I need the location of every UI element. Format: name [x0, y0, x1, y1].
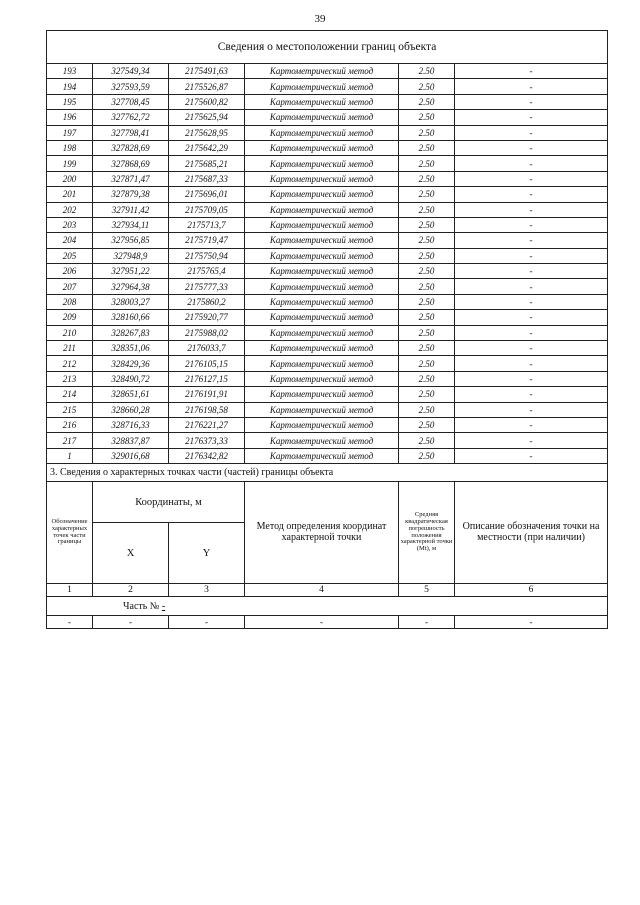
column-number: 3 [169, 584, 245, 597]
accuracy-cell: 2.50 [399, 110, 455, 125]
x-coordinate-cell: 327956,85 [93, 233, 169, 248]
method-cell: Картометрический метод [245, 187, 399, 202]
method-cell: Картометрический метод [245, 110, 399, 125]
y-coordinate-cell: 2176342,82 [169, 448, 245, 463]
x-coordinate-cell: 327934,11 [93, 217, 169, 232]
accuracy-cell: 2.50 [399, 79, 455, 94]
accuracy-cell: 2.50 [399, 171, 455, 186]
y-coordinate-cell: 2175765,4 [169, 264, 245, 279]
part-row [47, 597, 608, 616]
point-number-cell: 211 [47, 341, 93, 356]
description-cell: - [455, 294, 608, 309]
y-coordinate-cell: 2175526,87 [169, 79, 245, 94]
description-cell: - [455, 310, 608, 325]
part-label: Часть № [123, 600, 160, 612]
section3-header-row-1 [47, 482, 608, 523]
description-cell: - [455, 402, 608, 417]
x-coordinate-cell: 327911,42 [93, 202, 169, 217]
point-number-cell: 193 [47, 64, 93, 79]
method-cell: Картометрический метод [245, 79, 399, 94]
point-number-cell: 210 [47, 325, 93, 340]
table-row [47, 171, 608, 186]
header-description: Описание обозначения точки на местности (при наличии) [455, 482, 608, 584]
point-number-cell: 201 [47, 187, 93, 202]
x-coordinate-cell: 327948,9 [93, 248, 169, 263]
section3-title: 3. Сведения о характерных точках части (частей) границы объекта [47, 464, 608, 482]
method-cell: Картометрический метод [245, 371, 399, 386]
description-cell: - [455, 371, 608, 386]
x-coordinate-cell: 328267,83 [93, 325, 169, 340]
description-cell: - [455, 171, 608, 186]
point-number-cell: 195 [47, 94, 93, 109]
description-cell: - [455, 433, 608, 448]
y-coordinate-cell: 2175687,33 [169, 171, 245, 186]
x-coordinate-cell: 328160,66 [93, 310, 169, 325]
point-number-cell: 197 [47, 125, 93, 140]
description-cell: - [455, 264, 608, 279]
x-coordinate-cell: 328429,36 [93, 356, 169, 371]
point-number-cell: 205 [47, 248, 93, 263]
method-cell: Картометрический метод [245, 310, 399, 325]
point-number-cell: 202 [47, 202, 93, 217]
section-title: Сведения о местоположении границ объекта [47, 31, 608, 64]
table-row [47, 371, 608, 386]
point-number-cell: 194 [47, 79, 93, 94]
description-cell: - [455, 202, 608, 217]
point-number-cell: 208 [47, 294, 93, 309]
x-coordinate-cell: 328351,06 [93, 341, 169, 356]
table-row [47, 448, 608, 463]
accuracy-cell: 2.50 [399, 310, 455, 325]
x-coordinate-cell: 327708,45 [93, 94, 169, 109]
method-cell: Картометрический метод [245, 264, 399, 279]
accuracy-cell: 2.50 [399, 325, 455, 340]
y-coordinate-cell: 2175600,82 [169, 94, 245, 109]
table-row [47, 156, 608, 171]
method-cell: Картометрический метод [245, 433, 399, 448]
description-cell: - [455, 387, 608, 402]
accuracy-cell: 2.50 [399, 433, 455, 448]
section-header-row [47, 31, 608, 64]
column-number-row [47, 584, 608, 597]
point-number-cell: 209 [47, 310, 93, 325]
point-number-cell: 200 [47, 171, 93, 186]
accuracy-cell: 2.50 [399, 156, 455, 171]
accuracy-cell: 2.50 [399, 356, 455, 371]
table-row [47, 356, 608, 371]
x-coordinate-cell: 327798,41 [93, 125, 169, 140]
x-coordinate-cell: 329016,68 [93, 448, 169, 463]
point-number-cell: 203 [47, 217, 93, 232]
page-number: 39 [314, 13, 326, 25]
y-coordinate-cell: 2175988,02 [169, 325, 245, 340]
table-row [47, 279, 608, 294]
description-cell: - [455, 448, 608, 463]
empty-cell: - [169, 616, 245, 629]
method-cell: Картометрический метод [245, 402, 399, 417]
x-coordinate-cell: 327828,69 [93, 140, 169, 155]
method-cell: Картометрический метод [245, 171, 399, 186]
method-cell: Картометрический метод [245, 448, 399, 463]
point-number-cell: 212 [47, 356, 93, 371]
table-row [47, 79, 608, 94]
y-coordinate-cell: 2176191,91 [169, 387, 245, 402]
y-coordinate-cell: 2175491,63 [169, 64, 245, 79]
accuracy-cell: 2.50 [399, 217, 455, 232]
empty-cell: - [93, 616, 169, 629]
accuracy-cell: 2.50 [399, 264, 455, 279]
point-number-cell: 213 [47, 371, 93, 386]
accuracy-cell: 2.50 [399, 341, 455, 356]
x-coordinate-cell: 328837,87 [93, 433, 169, 448]
method-cell: Картометрический метод [245, 125, 399, 140]
table-row [47, 233, 608, 248]
y-coordinate-cell: 2176221,27 [169, 417, 245, 432]
accuracy-cell: 2.50 [399, 417, 455, 432]
accuracy-cell: 2.50 [399, 279, 455, 294]
section3-title-row [47, 464, 608, 482]
x-coordinate-cell: 327951,22 [93, 264, 169, 279]
point-number-cell: 217 [47, 433, 93, 448]
header-point-label: Обозначение характерных точек части границы [47, 482, 93, 584]
point-number-cell: 215 [47, 402, 93, 417]
table-row [47, 110, 608, 125]
point-number-cell: 204 [47, 233, 93, 248]
description-cell: - [455, 279, 608, 294]
accuracy-cell: 2.50 [399, 233, 455, 248]
table-row [47, 125, 608, 140]
accuracy-cell: 2.50 [399, 448, 455, 463]
description-cell: - [455, 417, 608, 432]
method-cell: Картометрический метод [245, 248, 399, 263]
empty-cell: - [245, 616, 399, 629]
table-row [47, 387, 608, 402]
point-number-cell: 214 [47, 387, 93, 402]
y-coordinate-cell: 2175642,29 [169, 140, 245, 155]
accuracy-cell: 2.50 [399, 371, 455, 386]
method-cell: Картометрический метод [245, 325, 399, 340]
table-row [47, 325, 608, 340]
column-number: 2 [93, 584, 169, 597]
y-coordinate-cell: 2175709,05 [169, 202, 245, 217]
y-coordinate-cell: 2175696,01 [169, 187, 245, 202]
header-coords: Координаты, м [93, 482, 245, 523]
method-cell: Картометрический метод [245, 279, 399, 294]
method-cell: Картометрический метод [245, 417, 399, 432]
y-coordinate-cell: 2175625,94 [169, 110, 245, 125]
y-coordinate-cell: 2175860,2 [169, 294, 245, 309]
header-x: X [93, 523, 169, 584]
header-method: Метод определения координат характерной точки [245, 482, 399, 584]
description-cell: - [455, 94, 608, 109]
y-coordinate-cell: 2175920,77 [169, 310, 245, 325]
description-cell: - [455, 341, 608, 356]
accuracy-cell: 2.50 [399, 64, 455, 79]
method-cell: Картометрический метод [245, 140, 399, 155]
column-number: 5 [399, 584, 455, 597]
y-coordinate-cell: 2176127,15 [169, 371, 245, 386]
accuracy-cell: 2.50 [399, 94, 455, 109]
header-y: Y [169, 523, 245, 584]
accuracy-cell: 2.50 [399, 248, 455, 263]
method-cell: Картометрический метод [245, 341, 399, 356]
table-row [47, 341, 608, 356]
y-coordinate-cell: 2176373,33 [169, 433, 245, 448]
method-cell: Картометрический метод [245, 64, 399, 79]
table-row [47, 248, 608, 263]
description-cell: - [455, 217, 608, 232]
description-cell: - [455, 187, 608, 202]
x-coordinate-cell: 328716,33 [93, 417, 169, 432]
header-mt: Средняя квадратическая погрешность положения характерной точки (Mt), м [399, 482, 455, 584]
part-value: - [161, 600, 166, 612]
y-coordinate-cell: 2175628,95 [169, 125, 245, 140]
description-cell: - [455, 325, 608, 340]
point-number-cell: 216 [47, 417, 93, 432]
y-coordinate-cell: 2175713,7 [169, 217, 245, 232]
description-cell: - [455, 233, 608, 248]
y-coordinate-cell: 2175777,33 [169, 279, 245, 294]
point-number-cell: 196 [47, 110, 93, 125]
x-coordinate-cell: 328003,27 [93, 294, 169, 309]
table-row [47, 264, 608, 279]
description-cell: - [455, 356, 608, 371]
y-coordinate-cell: 2175685,21 [169, 156, 245, 171]
accuracy-cell: 2.50 [399, 402, 455, 417]
method-cell: Картометрический метод [245, 217, 399, 232]
table-row [47, 187, 608, 202]
table-row [47, 294, 608, 309]
table-row [47, 94, 608, 109]
y-coordinate-cell: 2176033,7 [169, 341, 245, 356]
table-row [47, 217, 608, 232]
method-cell: Картометрический метод [245, 294, 399, 309]
x-coordinate-cell: 327868,69 [93, 156, 169, 171]
method-cell: Картометрический метод [245, 233, 399, 248]
table-row [47, 202, 608, 217]
method-cell: Картометрический метод [245, 356, 399, 371]
empty-cell: - [399, 616, 455, 629]
table-row [47, 140, 608, 155]
point-number-cell: 206 [47, 264, 93, 279]
x-coordinate-cell: 327871,47 [93, 171, 169, 186]
table-row [47, 417, 608, 432]
table-row [47, 64, 608, 79]
description-cell: - [455, 140, 608, 155]
y-coordinate-cell: 2175719,47 [169, 233, 245, 248]
point-number-cell: 1 [47, 448, 93, 463]
accuracy-cell: 2.50 [399, 294, 455, 309]
accuracy-cell: 2.50 [399, 187, 455, 202]
table-row [47, 402, 608, 417]
description-cell: - [455, 110, 608, 125]
empty-data-row [47, 616, 608, 629]
table-row [47, 433, 608, 448]
accuracy-cell: 2.50 [399, 387, 455, 402]
method-cell: Картометрический метод [245, 156, 399, 171]
method-cell: Картометрический метод [245, 202, 399, 217]
x-coordinate-cell: 327879,38 [93, 187, 169, 202]
accuracy-cell: 2.50 [399, 125, 455, 140]
boundary-table [46, 30, 608, 629]
y-coordinate-cell: 2175750,94 [169, 248, 245, 263]
point-number-cell: 207 [47, 279, 93, 294]
column-number: 4 [245, 584, 399, 597]
part-label-cell [47, 597, 608, 616]
description-cell: - [455, 79, 608, 94]
empty-cell: - [455, 616, 608, 629]
x-coordinate-cell: 328490,72 [93, 371, 169, 386]
column-number: 1 [47, 584, 93, 597]
accuracy-cell: 2.50 [399, 140, 455, 155]
x-coordinate-cell: 327762,72 [93, 110, 169, 125]
x-coordinate-cell: 328651,61 [93, 387, 169, 402]
y-coordinate-cell: 2176198,58 [169, 402, 245, 417]
column-number: 6 [455, 584, 608, 597]
description-cell: - [455, 64, 608, 79]
method-cell: Картометрический метод [245, 387, 399, 402]
description-cell: - [455, 125, 608, 140]
y-coordinate-cell: 2176105,15 [169, 356, 245, 371]
point-number-cell: 199 [47, 156, 93, 171]
description-cell: - [455, 248, 608, 263]
table-row [47, 310, 608, 325]
empty-cell: - [47, 616, 93, 629]
x-coordinate-cell: 327964,38 [93, 279, 169, 294]
point-number-cell: 198 [47, 140, 93, 155]
description-cell: - [455, 156, 608, 171]
x-coordinate-cell: 327549,34 [93, 64, 169, 79]
x-coordinate-cell: 327593,59 [93, 79, 169, 94]
accuracy-cell: 2.50 [399, 202, 455, 217]
x-coordinate-cell: 328660,28 [93, 402, 169, 417]
method-cell: Картометрический метод [245, 94, 399, 109]
